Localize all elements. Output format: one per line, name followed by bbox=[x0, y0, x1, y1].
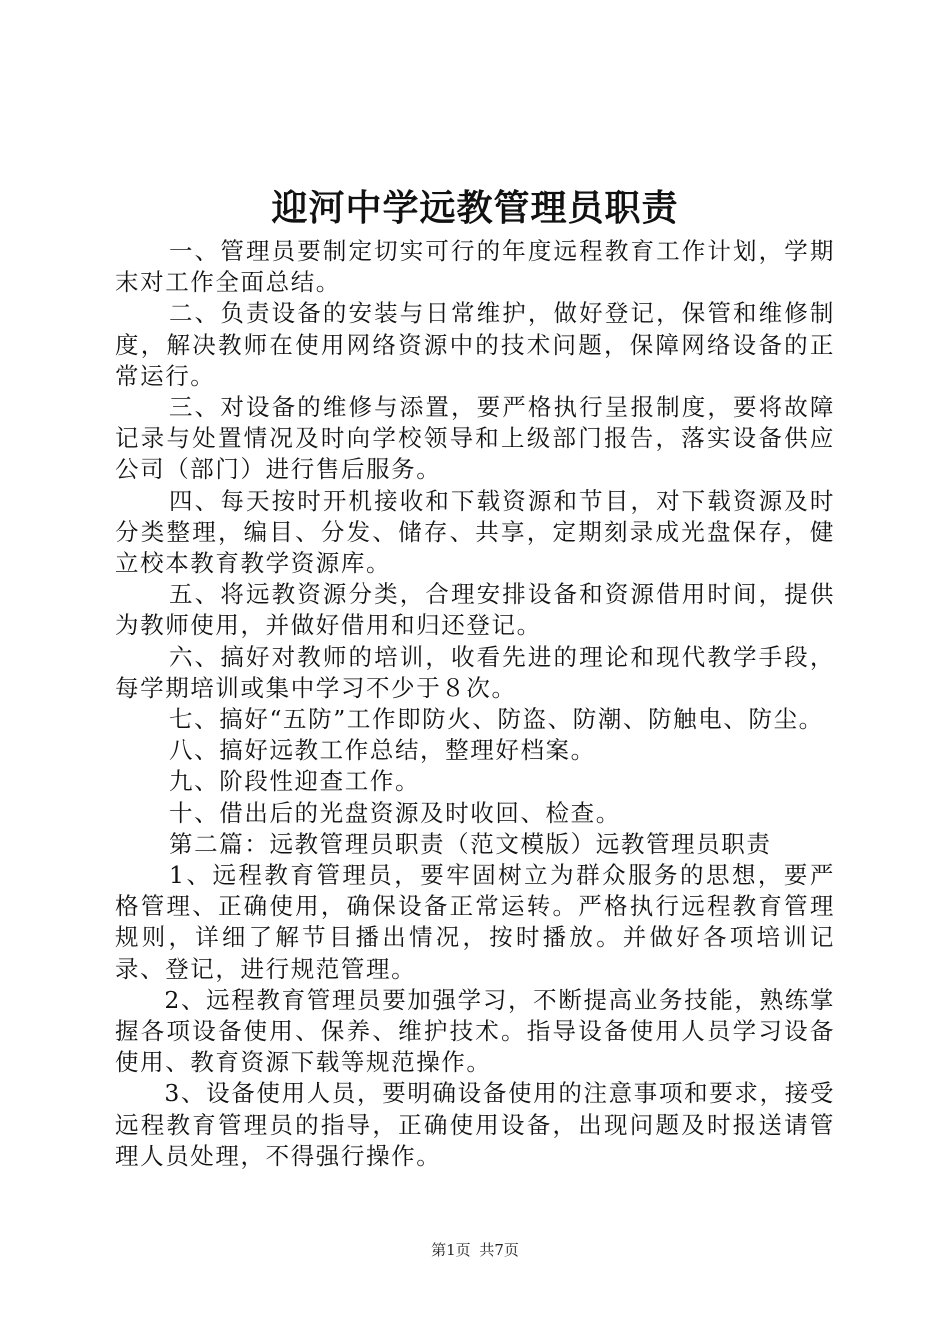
paragraph-6: 六、搞好对教师的培训，收看先进的理论和现代教学手段，每学期培训或集中学习不少于８次。 bbox=[115, 642, 835, 702]
section-heading-second-article: 第二篇：远教管理员职责（范文模版）远教管理员职责 bbox=[169, 829, 772, 858]
paragraph-2: 二、负责设备的安装与日常维护，做好登记，保管和维修制度，解决教师在使用网络资源中的技术问题，保障网络设备的正常运行。 bbox=[115, 299, 835, 390]
paragraph-duty-2: 2、远程教育管理员要加强学习，不断提高业务技能，熟练掌握各项设备使用、保养、维护技术。指导设备使用人员学习设备使用、教育资源下载等规范操作。 bbox=[115, 985, 835, 1077]
paragraph-duty-1: 1、远程教育管理员，要牢固树立为群众服务的思想，要严格管理、正确使用，确保设备正常运转。严格执行远程教育管理规则，详细了解节目播出情况，按时播放。并做好各项培训记录、登记，进行规范管理。 bbox=[115, 861, 835, 983]
paragraph-5: 五、将远教资源分类，合理安排设备和资源借用时间，提供为教师使用，并做好借用和归还登记。 bbox=[115, 580, 835, 640]
page-number: 第1页 bbox=[431, 1241, 471, 1259]
document-title: 迎河中学远教管理员职责 bbox=[271, 187, 679, 229]
paragraph-1: 一、管理员要制定切实可行的年度远程教育工作计划，学期末对工作全面总结。 bbox=[115, 237, 835, 297]
paragraph-10: 十、借出后的光盘资源及时收回、检查。 bbox=[169, 798, 621, 827]
paragraph-duty-3: 3、设备使用人员，要明确设备使用的注意事项和要求，接受远程教育管理员的指导，正确使用设备，出现问题及时报送请管理人员处理，不得强行操作。 bbox=[115, 1079, 835, 1170]
paragraph-8: 八、搞好远教工作总结，整理好档案。 bbox=[169, 736, 596, 765]
paragraph-7: 七、搞好“五防”工作即防火、防盗、防潮、防触电、防尘。 bbox=[169, 705, 824, 734]
paragraph-3: 三、对设备的维修与添置，要严格执行呈报制度，要将故障记录与处置情况及时向学校领导和上级部门报告，落实设备供应公司（部门）进行售后服务。 bbox=[115, 393, 835, 484]
page-total: 共7页 bbox=[479, 1241, 519, 1259]
document-body bbox=[115, 236, 835, 1172]
paragraph-9: 九、阶段性迎查工作。 bbox=[169, 767, 421, 796]
page-footer bbox=[0, 1240, 950, 1260]
paragraph-4: 四、每天按时开机接收和下载资源和节目，对下载资源及时分类整理，编目、分发、储存、共享，定期刻录成光盘保存，健立校本教育教学资源库。 bbox=[115, 486, 835, 578]
